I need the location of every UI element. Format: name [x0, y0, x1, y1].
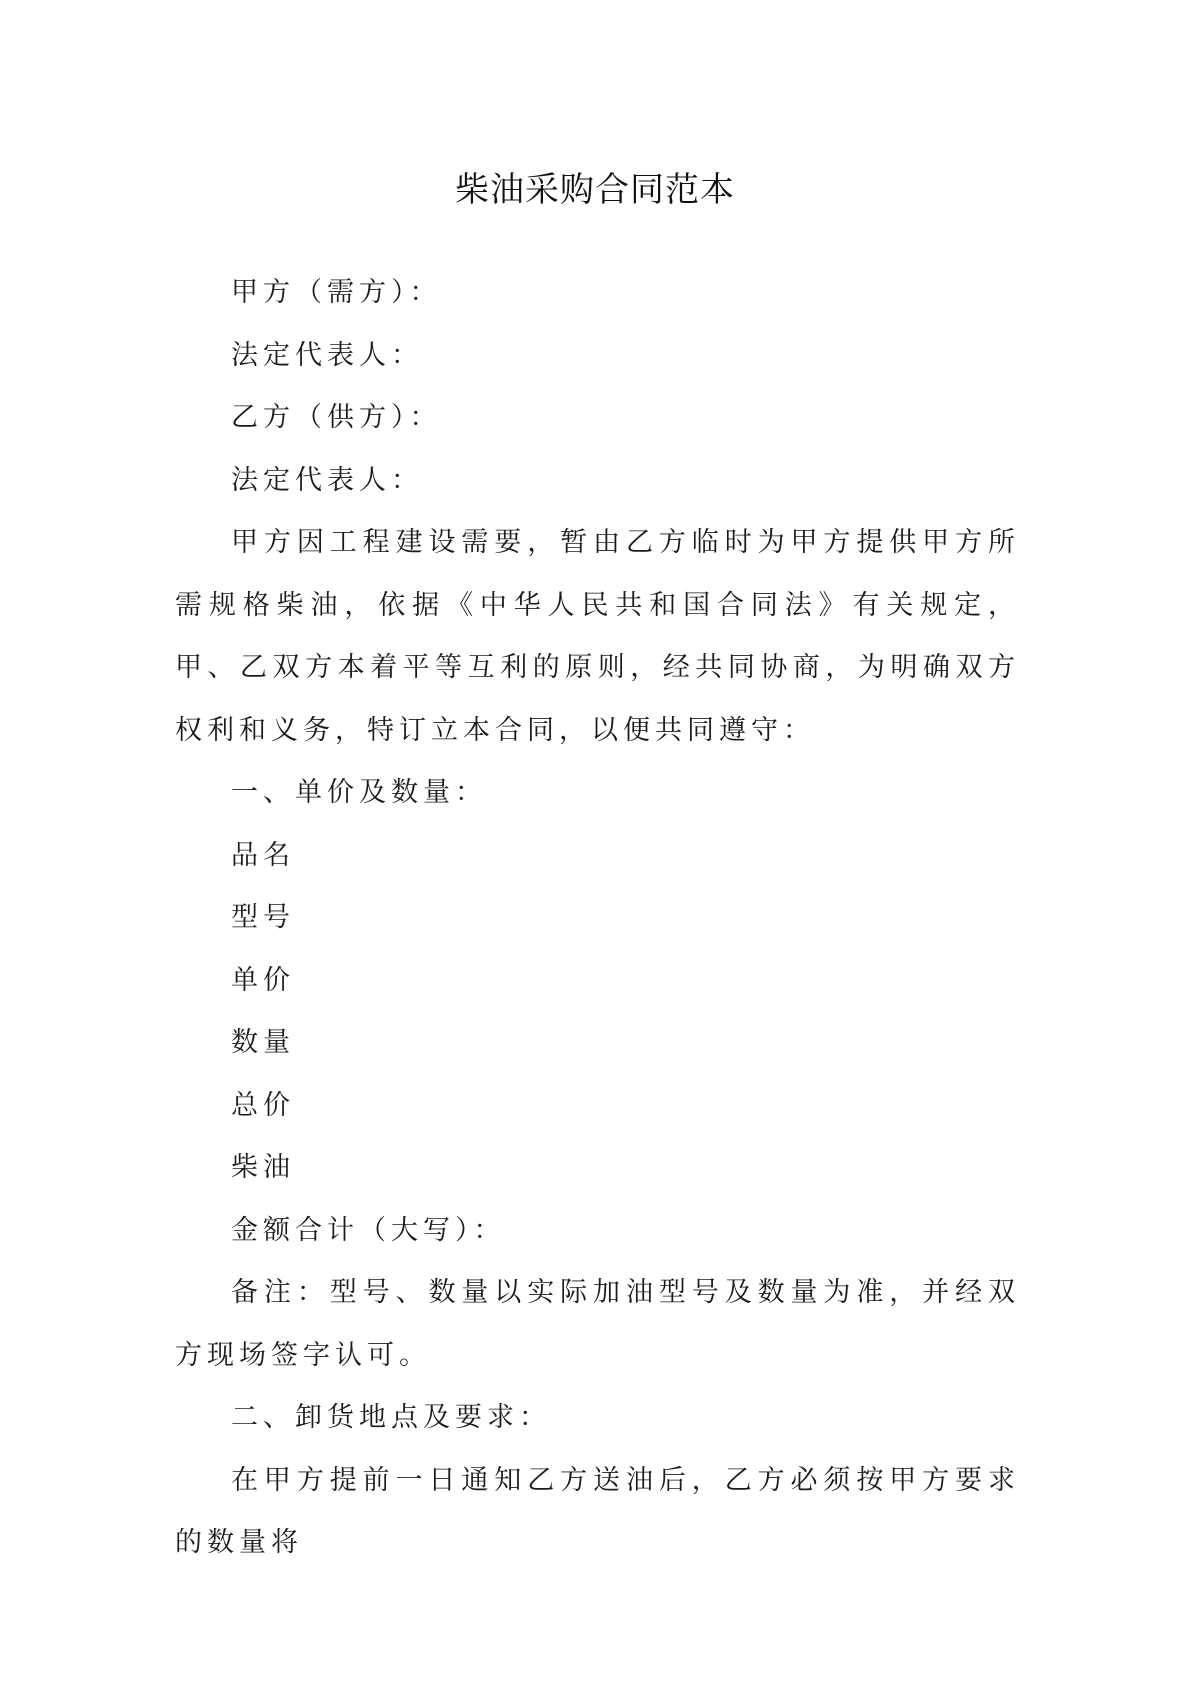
field-quantity: 数量 — [231, 1027, 295, 1058]
party-b-representative-line: 法定代表人： — [231, 464, 423, 496]
document-body — [175, 262, 1020, 1575]
party-a-line: 甲方（需方）： — [231, 277, 442, 308]
field-unit-price: 单价 — [231, 964, 295, 996]
preamble-paragraph: 甲方因工程建设需要，暂由乙方临时为甲方提供甲方所需规格柴油，依据《中华人民共和国合同法》有关规定，甲、乙双方本着平等互利的原则，经共同协商，为明确双方权利和义务，特订立本合同，以便共同遵守： — [175, 527, 1020, 746]
unloading-paragraph: 在甲方提前一日通知乙方送油后，乙方必须按甲方要求的数量将 — [175, 1464, 1020, 1558]
total-amount-line: 金额合计（大写）： — [231, 1214, 506, 1246]
field-product-name: 品名 — [231, 839, 295, 871]
field-total-price: 总价 — [231, 1089, 295, 1121]
field-model: 型号 — [231, 902, 295, 933]
field-product-diesel: 柴油 — [231, 1152, 295, 1183]
party-a-representative-line: 法定代表人： — [231, 339, 423, 371]
document-title: 柴油采购合同范本 — [455, 170, 735, 210]
party-b-line: 乙方（供方）： — [231, 402, 442, 433]
section-heading-unloading: 二、卸货地点及要求： — [231, 1402, 551, 1433]
remarks-paragraph: 备注：型号、数量以实际加油型号及数量为准，并经双方现场签字认可。 — [175, 1277, 1020, 1371]
section-heading-price-quantity: 一、单价及数量： — [231, 777, 487, 808]
